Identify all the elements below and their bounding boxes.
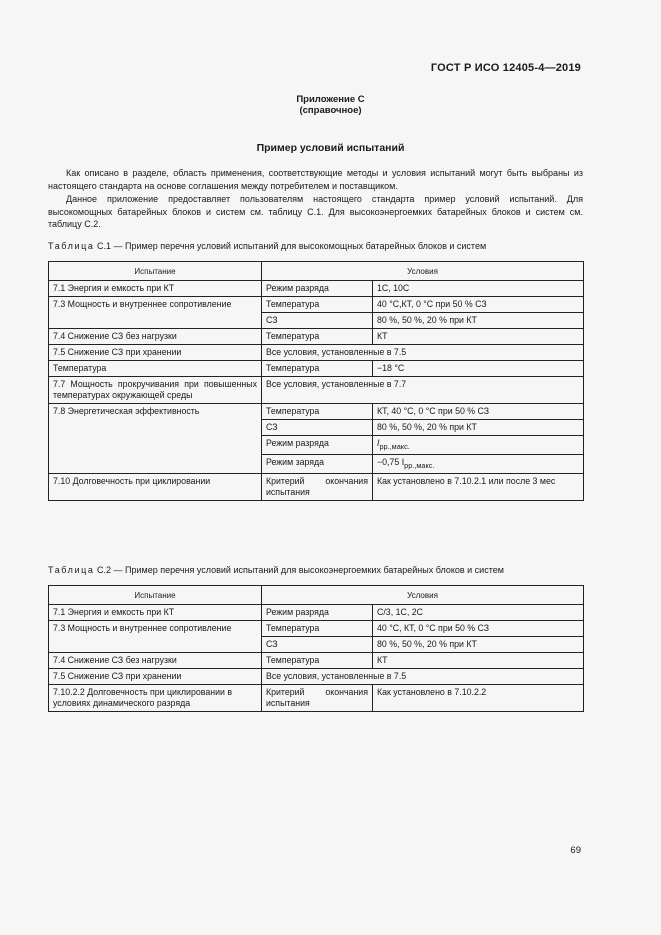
table-row xyxy=(49,345,584,361)
standard-header: ГОСТ Р ИСО 12405-4—2019 xyxy=(430,62,581,74)
test-cell: 7.1 Энергия и емкость при КТ xyxy=(49,605,262,621)
param-cell: Температура xyxy=(262,404,373,420)
table-row xyxy=(49,621,584,637)
value-cell: С/3, 1С, 2С xyxy=(373,605,584,621)
value-cell: Как установлено в 7.10.2.2 xyxy=(373,685,584,712)
formula-subscript: рр.,макс. xyxy=(379,441,410,451)
value-cell: Как установлено в 7.10.2.1 или после 3 мес xyxy=(373,473,584,500)
table-row xyxy=(49,361,584,377)
paragraph: Как описано в разделе, область применения, соответствующие методы и условия испытаний могут быть выбраны из настоящего стандарта на основе соглашения между потребителем и поставщиком. xyxy=(48,168,583,191)
test-cell: 7.3 Мощность и внутреннее сопротивление xyxy=(49,621,262,653)
param-cell: СЗ xyxy=(262,420,373,436)
value-cell: Все условия, установленные в 7.5 xyxy=(262,669,584,685)
column-header-test: Испытание xyxy=(49,586,262,605)
value-cell: 80 %, 50 %, 20 % при КТ xyxy=(373,420,584,436)
table-row xyxy=(49,685,584,712)
formula-main: I xyxy=(377,438,380,448)
param-cell: СЗ xyxy=(262,313,373,329)
test-cell: 7.4 Снижение СЗ без нагрузки xyxy=(49,653,262,669)
table-row xyxy=(49,653,584,669)
test-cell: 7.10 Долговечность при циклировании xyxy=(49,473,262,500)
value-cell: 80 %, 50 %, 20 % при КТ xyxy=(373,637,584,653)
table-caption-text: С.1 — Пример перечня условий испытаний для высокомощных батарейных блоков и систем xyxy=(97,241,487,251)
param-cell: Температура xyxy=(262,329,373,345)
value-cell: 80 %, 50 %, 20 % при КТ xyxy=(373,313,584,329)
value-cell: Все условия, установленные в 7.7 xyxy=(262,377,584,404)
table-caption-word: Таблица xyxy=(48,565,95,575)
value-cell: КТ xyxy=(373,653,584,669)
column-header-test: Испытание xyxy=(49,262,262,281)
value-cell: 40 °С,КТ, 0 °С при 50 % СЗ xyxy=(373,297,584,313)
test-cell: 7.4 Снижение СЗ без нагрузки xyxy=(49,329,262,345)
param-cell: Температура xyxy=(262,621,373,637)
table-row xyxy=(49,404,584,420)
appendix-title: Приложение С xyxy=(296,94,365,105)
section-heading: Пример условий испытаний xyxy=(256,142,405,154)
test-cell: Температура xyxy=(49,361,262,377)
table-caption xyxy=(48,241,486,251)
test-cell: 7.3 Мощность и внутреннее сопротивление xyxy=(49,297,262,329)
page-number: 69 xyxy=(570,845,581,856)
param-cell: Критерий окончания испытания xyxy=(262,685,373,712)
value-cell xyxy=(373,436,584,455)
table-c2 xyxy=(48,585,584,712)
column-header-conditions: Условия xyxy=(262,586,584,605)
column-header-conditions: Условия xyxy=(262,262,584,281)
param-cell: Критерий окончания испытания xyxy=(262,473,373,500)
table-row xyxy=(49,329,584,345)
value-cell: −18 °С xyxy=(373,361,584,377)
formula-main: −0,75 I xyxy=(377,456,405,467)
param-cell: СЗ xyxy=(262,637,373,653)
test-cell: 7.7 Мощность прокручивания при повышенных температурах окружающей среды xyxy=(49,377,262,404)
param-cell: Температура xyxy=(262,297,373,313)
value-cell xyxy=(373,454,584,473)
table-caption-text: С.2 — Пример перечня условий испытаний для высокоэнергоемких батарейных блоков и систем xyxy=(97,565,504,575)
table-row xyxy=(49,377,584,404)
table-caption xyxy=(48,565,504,575)
appendix-subtitle: (справочное) xyxy=(299,105,362,116)
table-row xyxy=(49,473,584,500)
table-row xyxy=(49,281,584,297)
table-row xyxy=(49,669,584,685)
param-cell: Температура xyxy=(262,361,373,377)
table-row xyxy=(49,297,584,313)
test-cell: 7.5 Снижение СЗ при хранении xyxy=(49,345,262,361)
formula-subscript: рр.,макс. xyxy=(404,460,435,470)
value-cell: 1С, 10С xyxy=(373,281,584,297)
param-cell: Режим разряда xyxy=(262,281,373,297)
paragraph: Данное приложение предоставляет пользователям настоящего стандарта пример условий испытаний. Для высокомощных батарейных блоков и систем см. таблицу С.1. Для высокоэнергоемких батарейных блоков и систем см. таблицу С.2. xyxy=(48,194,583,229)
param-cell: Режим разряда xyxy=(262,436,373,455)
test-cell: 7.1 Энергия и емкость при КТ xyxy=(49,281,262,297)
value-cell: 40 °С, КТ, 0 °С при 50 % СЗ xyxy=(373,621,584,637)
value-cell: Все условия, установленные в 7.5 xyxy=(262,345,584,361)
test-cell: 7.8 Энергетическая эффективность xyxy=(49,404,262,474)
table-header-row xyxy=(49,262,584,281)
param-cell: Режим заряда xyxy=(262,454,373,473)
test-cell: 7.10.2.2 Долговечность при циклировании в условиях динамического разряда xyxy=(49,685,262,712)
value-cell: КТ, 40 °С, 0 °С при 50 % СЗ xyxy=(373,404,584,420)
table-row xyxy=(49,605,584,621)
table-c1 xyxy=(48,261,584,501)
value-cell: КТ xyxy=(373,329,584,345)
test-cell: 7.5 Снижение СЗ при хранении xyxy=(49,669,262,685)
param-cell: Температура xyxy=(262,653,373,669)
table-caption-word: Таблица xyxy=(48,241,95,251)
table-header-row xyxy=(49,586,584,605)
param-cell: Режим разряда xyxy=(262,605,373,621)
